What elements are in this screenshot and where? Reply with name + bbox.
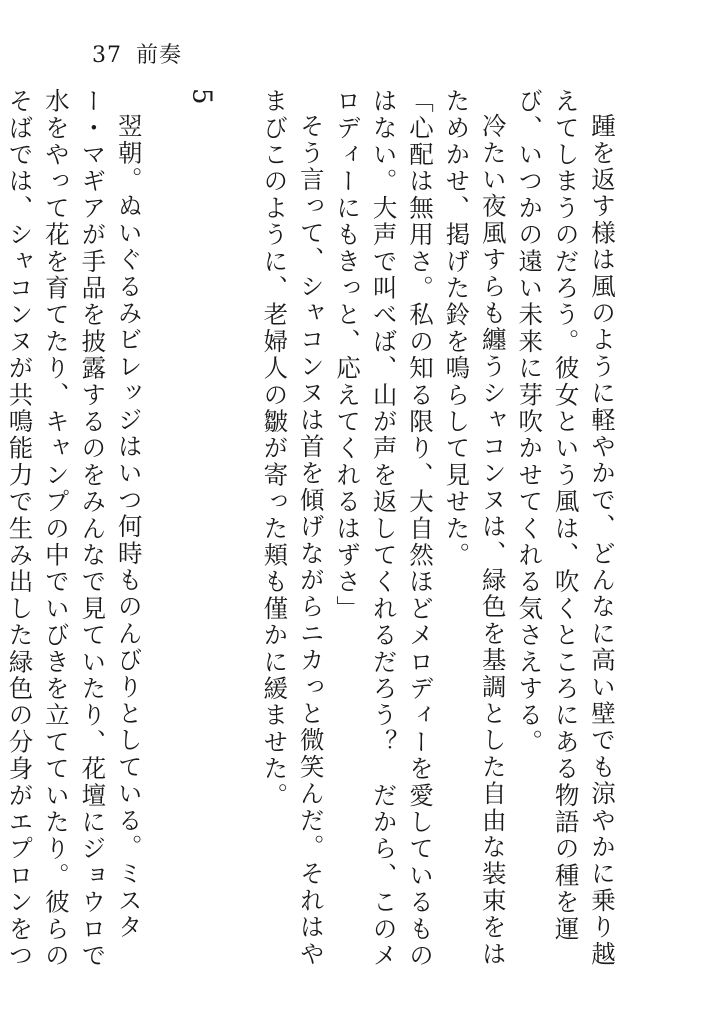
paragraph-2: 冷たい夜風すらも纏うシャコンヌは、緑色を基調とした自由な装束をはためかせ、掲げた鈴を鳴らして見せた。 <box>442 88 508 967</box>
paragraph-1: 踵を返す様は風のように軽やかで、どんなに高い壁でも涼やかに乗り越えてしまうのだろう。彼女という風は、吹くところにある物語の種を運び、いつかの遠い未来に芽吹かせてくれる気さえする。 <box>515 88 617 967</box>
vertical-text-block <box>0 88 620 988</box>
section-title: 前奏 <box>136 43 183 68</box>
section-number: 5 <box>186 88 217 107</box>
blank-line <box>220 88 256 988</box>
paragraph-4: そう言って、シャコンヌは首を傾げながらニカっと微笑んだ。それはやまびこのように、老婦人の皺が寄った頬も僅かに緩ませた。 <box>260 88 326 967</box>
page-number: 37 <box>92 43 122 68</box>
paragraph-5: 翌朝。ぬいぐるみビレッジはいつ何時ものんびりとしている。ミスター・マギアが手品を披露するのをみんなで見ていたり、花壇にジョウロで水をやって花を育てたり、キャンプの中でいびきを立てていたり。彼らのそばでは、シャコンヌが共鳴能力で生み出した緑色の分身がエプロンをつ <box>5 88 144 970</box>
running-head <box>92 38 182 69</box>
blank-line-2 <box>147 88 183 988</box>
paragraph-3: 「心配は無用さ。私の知る限り、大自然ほどメロディーを愛しているものはない。大声で叫べば、山が声を返してくれるだろう？ だから、このメロディーにもきっと、応えてくれるはずさ」 <box>333 88 435 970</box>
